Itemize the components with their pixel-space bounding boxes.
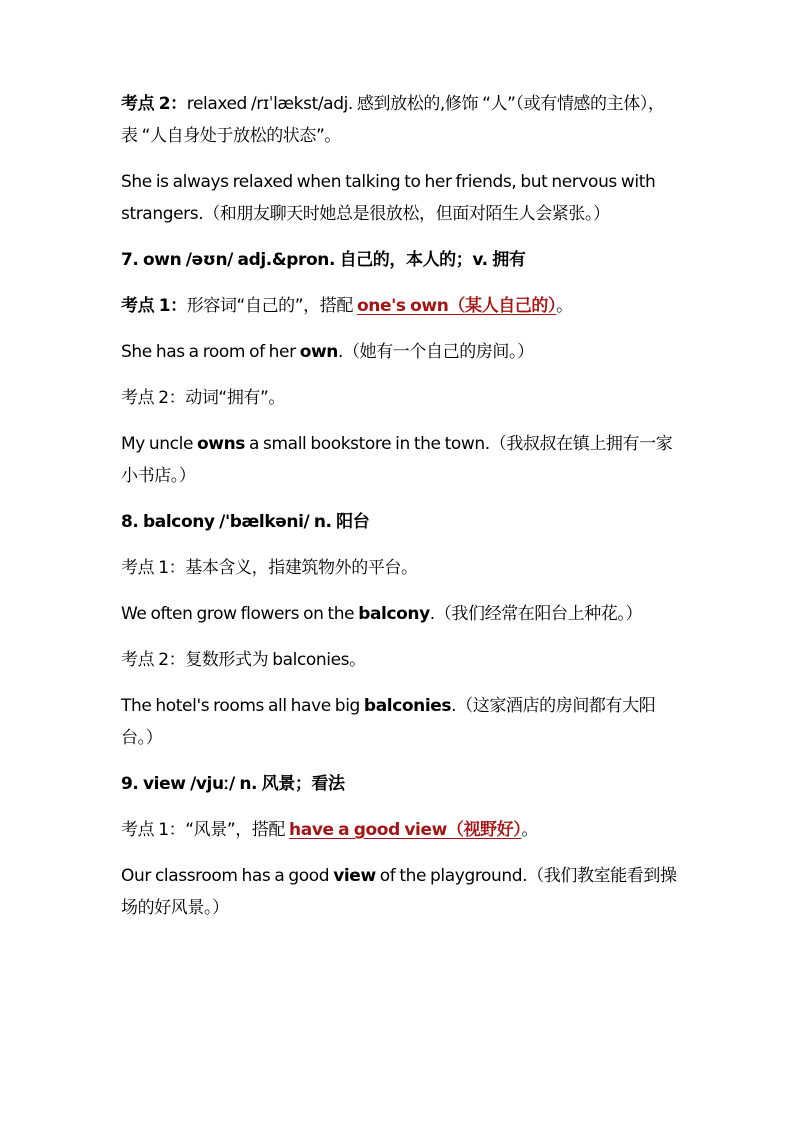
heading-text: 8. balcony /'bælkəni/ n. 阳台	[121, 512, 370, 532]
example-text-end: of the playground.（我们教室能看到操场的好风景。）	[121, 866, 677, 918]
example-text-end: .（我们经常在阳台上种花。）	[429, 604, 643, 624]
heading-view	[121, 768, 681, 800]
key-point-balcony-1	[121, 552, 681, 584]
key-point-label: 考点 2：	[121, 94, 187, 114]
example-keyword: view	[333, 866, 376, 886]
example-balcony	[121, 598, 681, 630]
key-point-own-2	[121, 382, 681, 414]
key-point-end: 。	[556, 296, 573, 316]
example-text-end: .（这家酒店的房间都有大阳台。）	[121, 696, 656, 748]
collocation-highlight: one's own（某人自己的）	[356, 296, 557, 316]
example-view	[121, 860, 681, 924]
key-point-end: 。	[521, 820, 539, 840]
example-text: The hotel's rooms all have big	[121, 696, 364, 716]
example-text-end: .（她有一个自己的房间。）	[338, 342, 534, 362]
key-point-text: relaxed /rɪˈlækst/adj. 感到放松的,修饰 “人”（或有情感的主体），表 “人自身处于放松的状态”。	[121, 94, 665, 146]
example-keyword: owns	[197, 434, 246, 454]
example-text: We often grow flowers on the	[121, 604, 359, 624]
key-point-own-1	[121, 290, 681, 322]
example-text: Our classroom has a good	[121, 866, 334, 886]
key-point-text: 考点 2：复数形式为 balconies。	[121, 650, 366, 670]
heading-own	[121, 244, 681, 276]
key-point-relaxed	[121, 88, 681, 152]
key-point-text: 考点 2：动词“拥有”。	[121, 388, 286, 408]
example-owns	[121, 428, 681, 492]
example-relaxed	[121, 166, 681, 230]
example-keyword: balconies	[363, 696, 452, 716]
heading-text: 7. own /əʊn/ adj.&pron. 自己的，本人的；v. 拥有	[121, 250, 526, 270]
key-point-label: 考点 1：	[121, 296, 187, 316]
example-text: She is always relaxed when talking to her friends, but nervous with strangers.（和朋友聊天时她总是很放松，但面对陌生人会紧张。）	[121, 172, 656, 224]
example-balconies	[121, 690, 681, 754]
example-keyword: balcony	[358, 604, 430, 624]
collocation-highlight: have a good view（视野好）	[289, 820, 522, 840]
heading-text: 9. view /vjuː/ n. 风景；看法	[121, 774, 345, 794]
example-text-end: a small bookstore in the town.（我叔叔在镇上拥有一家小书店。）	[121, 434, 673, 486]
example-own	[121, 336, 681, 368]
example-text: She has a room of her	[121, 342, 300, 362]
key-point-balcony-2	[121, 644, 681, 676]
key-point-text: 形容词“自己的”，搭配	[186, 296, 357, 316]
example-text: My uncle	[121, 434, 198, 454]
page-content	[121, 88, 681, 938]
key-point-text: 考点 1：“风景”，搭配	[121, 820, 290, 840]
key-point-view-1	[121, 814, 681, 846]
heading-balcony	[121, 506, 681, 538]
key-point-text: 考点 1：基本含义，指建筑物外的平台。	[121, 558, 418, 578]
example-keyword: own	[299, 342, 338, 362]
